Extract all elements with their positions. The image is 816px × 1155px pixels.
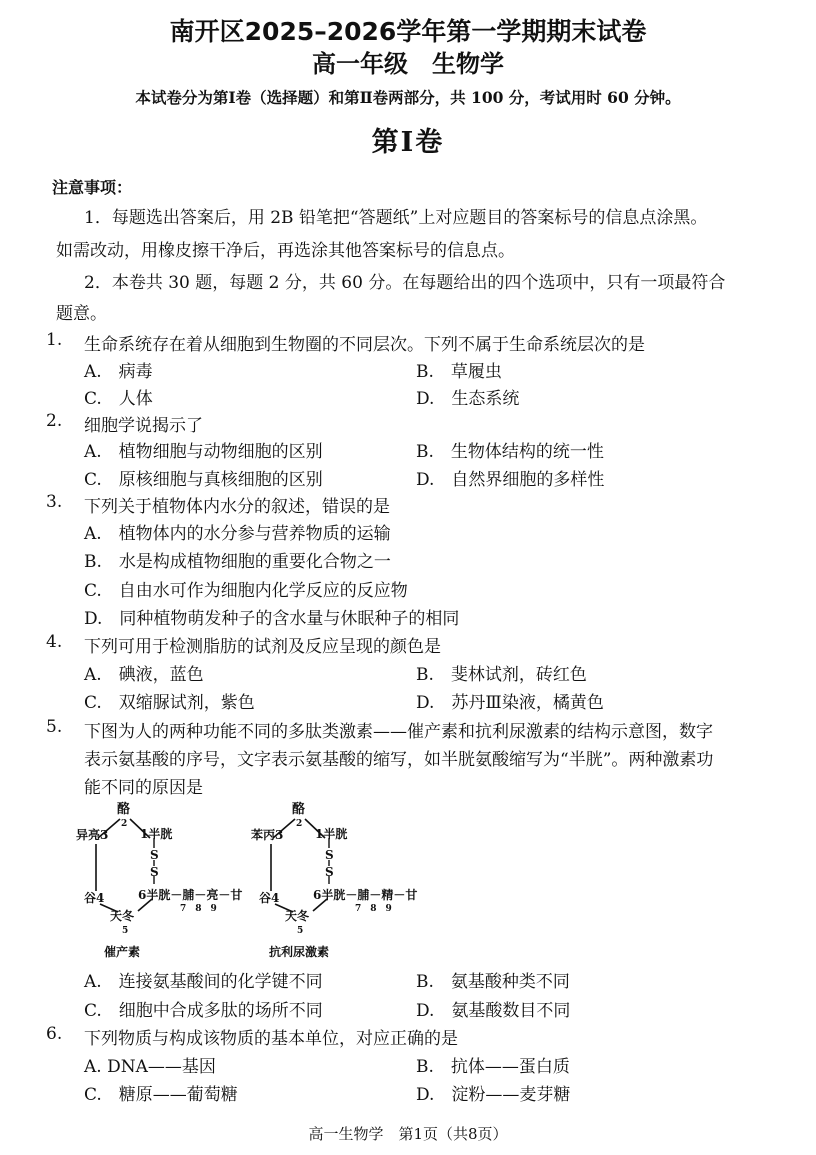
residue-label: 1半胱 <box>140 827 173 841</box>
question-number: 1. <box>46 330 63 350</box>
residue-label: 酪 <box>117 802 131 817</box>
option-c: C. 自由水可作为细胞内化学反应的反应物 <box>84 581 408 601</box>
residue-number: 5 <box>297 926 304 936</box>
option-c: C. 原核细胞与真核细胞的区别 <box>84 470 323 490</box>
option-a: A. 植物体内的水分参与营养物质的运输 <box>84 524 391 544</box>
disulfide-s: S <box>325 865 334 879</box>
question-stem: 下列可用于检测脂肪的试剂及反应呈现的颜色是 <box>84 637 441 657</box>
notice-title: 注意事项： <box>52 178 133 197</box>
option-a: A. 连接氨基酸间的化学键不同 <box>84 972 323 992</box>
question-stem-line: 表示氨基酸的序号，文字表示氨基酸的缩写，如半胱氨酸缩写为“半胱”。两种激素功 <box>84 750 714 770</box>
option-a: A. 碘液，蓝色 <box>84 665 204 685</box>
residue-label: 1半胱 <box>315 827 348 841</box>
residue-label: 酪 <box>292 802 306 817</box>
figure-caption: 抗利尿激素 <box>269 945 330 959</box>
question-stem: 下列物质与构成该物质的基本单位，对应正确的是 <box>84 1029 458 1049</box>
exam-title: 南开区2025–2026学年第一学期期末试卷 <box>169 17 647 46</box>
residue-label: 异亮3 <box>76 828 109 842</box>
question-stem-line: 能不同的原因是 <box>84 778 203 798</box>
option-b: B. 生物体结构的统一性 <box>416 442 604 462</box>
chain-numbers: 7 8 9 <box>355 904 392 914</box>
option-d: D. 自然界细胞的多样性 <box>416 470 605 490</box>
hormone-structure-figure <box>70 796 450 966</box>
chain-numbers: 7 8 9 <box>180 904 217 914</box>
option-c: C. 双缩脲试剂，紫色 <box>84 693 255 713</box>
question-number: 6. <box>46 1024 63 1044</box>
disulfide-s: S <box>325 848 334 862</box>
volume-heading: 第Ⅰ卷 <box>371 127 445 158</box>
option-d: D. 同种植物萌发种子的含水量与休眠种子的相同 <box>84 609 460 629</box>
option-d: D. 苏丹Ⅲ染液，橘黄色 <box>416 693 604 713</box>
residue-label: 天冬 <box>110 909 135 923</box>
option-a: A. DNA——基因 <box>84 1057 216 1077</box>
figure-caption: 催产素 <box>104 945 141 959</box>
residue-label: 苯丙3 <box>251 828 284 842</box>
option-b: B. 抗体——蛋白质 <box>416 1057 570 1077</box>
notice-item1-line2: 如需改动，用橡皮擦干净后，再选涂其他答案标号的信息点。 <box>56 241 515 261</box>
oxytocin-structure <box>76 801 242 959</box>
chain-label: 6半胱－脯－精－甘 <box>313 888 418 902</box>
residue-label: 谷4 <box>84 891 105 905</box>
residue-label: 谷4 <box>259 891 280 905</box>
option-a: A. 病毒 <box>84 362 153 382</box>
question-stem-line: 下图为人的两种功能不同的多肽类激素——催产素和抗利尿激素的结构示意图，数字 <box>84 722 713 742</box>
question-number: 4. <box>46 632 63 652</box>
notice-item2-line1: 2．本卷共 30 题，每题 2 分，共 60 分。在每题给出的四个选项中，只有一项最符合 <box>84 273 726 293</box>
option-c: C. 人体 <box>84 389 153 409</box>
option-c: C. 细胞中合成多肽的场所不同 <box>84 1001 323 1021</box>
option-d: D. 淀粉——麦芽糖 <box>416 1085 571 1105</box>
question-stem: 细胞学说揭示了 <box>84 416 203 436</box>
disulfide-s: S <box>150 848 159 862</box>
residue-number: 2 <box>121 819 128 829</box>
residue-number: 5 <box>122 926 129 936</box>
exam-intro: 本试卷分为第Ⅰ卷（选择题）和第Ⅱ卷两部分，共 100 分，考试用时 60 分钟。 <box>135 88 681 107</box>
page-footer: 高一生物学 第1页（共8页） <box>308 1125 508 1143</box>
residue-label: 天冬 <box>285 909 310 923</box>
question-number: 5. <box>46 717 63 737</box>
notice-item1-line1: 1．每题选出答案后，用 2B 铅笔把“答题纸”上对应题目的答案标号的信息点涂黑。 <box>84 208 708 228</box>
question-number: 2. <box>46 411 63 431</box>
option-d: D. 氨基酸数目不同 <box>416 1001 571 1021</box>
option-d: D. 生态系统 <box>416 389 520 409</box>
question-number: 3. <box>46 492 63 512</box>
option-b: B. 草履虫 <box>416 362 502 382</box>
residue-number: 2 <box>296 819 303 829</box>
notice-item2-line2: 题意。 <box>56 304 107 324</box>
chain-label: 6半胱－脯－亮－甘 <box>138 888 243 902</box>
exam-subtitle: 高一年级 生物学 <box>312 50 504 78</box>
option-b: B. 水是构成植物细胞的重要化合物之一 <box>84 552 391 572</box>
vasopressin-structure <box>251 801 417 959</box>
question-stem: 生命系统存在着从细胞到生物圈的不同层次。下列不属于生命系统层次的是 <box>84 335 645 355</box>
option-a: A. 植物细胞与动物细胞的区别 <box>84 442 323 462</box>
option-b: B. 斐林试剂，砖红色 <box>416 665 587 685</box>
disulfide-s: S <box>150 865 159 879</box>
question-stem: 下列关于植物体内水分的叙述，错误的是 <box>84 497 390 517</box>
option-b: B. 氨基酸种类不同 <box>416 972 570 992</box>
option-c: C. 糖原——葡萄糖 <box>84 1085 238 1105</box>
